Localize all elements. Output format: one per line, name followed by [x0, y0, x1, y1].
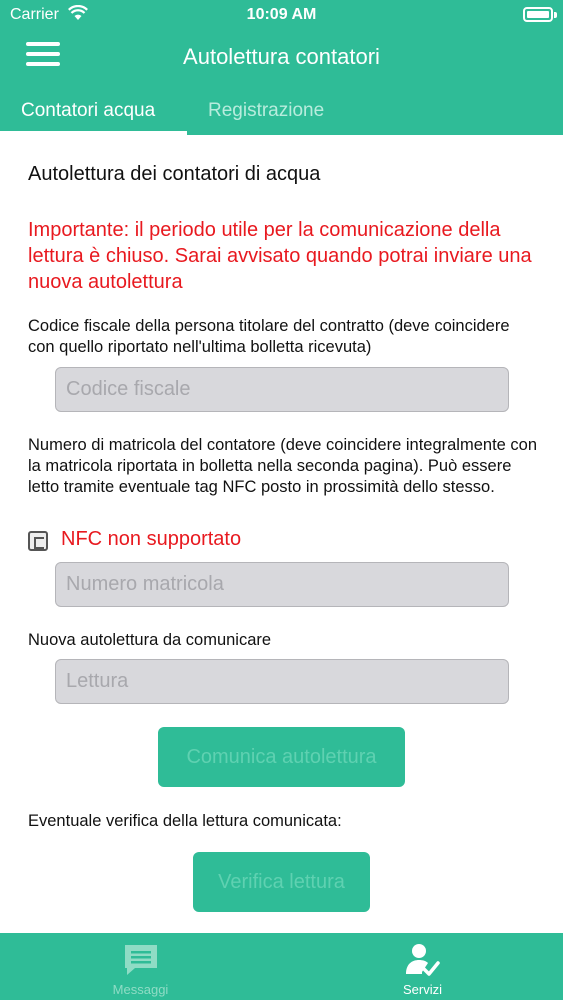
tabbar-item-servizi[interactable] — [282, 933, 563, 1000]
codice-fiscale-label: Codice fiscale della persona titolare del contratto (deve coincidere con quello riportato nell'ultima bolletta ricevuta) — [28, 317, 510, 356]
page-title: Autolettura contatori — [183, 44, 380, 69]
tab-registrazione[interactable]: Registrazione — [208, 100, 325, 121]
status-bar — [0, 0, 563, 30]
battery-cap — [554, 12, 557, 18]
battery-icon — [523, 7, 553, 22]
matricola-label: Numero di matricola del contatore (deve coincidere integralmente con la matricola riportata in bolletta nella seconda pagina). Può essere letto tramite eventuale tag NFC posto in prossimità dello stesso. — [28, 436, 538, 496]
clock: 10:09 AM — [246, 6, 317, 23]
tab-bar — [0, 86, 563, 135]
message-icon — [123, 942, 159, 978]
carrier-label: Carrier — [10, 6, 59, 23]
verify-label: Eventuale verifica della lettura comunicata: — [28, 812, 342, 830]
section-title: Autolettura dei contatori di acqua — [28, 163, 321, 185]
matricola-input[interactable] — [55, 562, 509, 607]
bottom-tab-bar — [0, 933, 563, 1000]
tabbar-label-messaggi: Messaggi — [112, 982, 169, 997]
tabbar-item-messaggi[interactable] — [0, 933, 281, 1000]
active-tab-indicator — [0, 131, 187, 135]
nfc-status-text: NFC non supportato — [61, 528, 242, 550]
submit-reading-button[interactable]: Comunica autolettura — [158, 727, 405, 787]
app-header — [0, 30, 563, 86]
lettura-input[interactable] — [55, 659, 509, 704]
nfc-icon — [28, 531, 48, 551]
verify-reading-button[interactable]: Verifica lettura — [193, 852, 370, 912]
codice-fiscale-input[interactable] — [55, 367, 509, 412]
warning-message: Importante: il periodo utile per la comunicazione della lettura è chiuso. Sarai avvisato quando potrai inviare una nuova autolettura — [28, 219, 532, 293]
lettura-label: Nuova autolettura da comunicare — [28, 631, 272, 649]
tabbar-label-servizi: Servizi — [402, 982, 442, 997]
tab-contatori-acqua[interactable]: Contatori acqua — [21, 100, 156, 121]
user-check-icon — [404, 942, 440, 978]
